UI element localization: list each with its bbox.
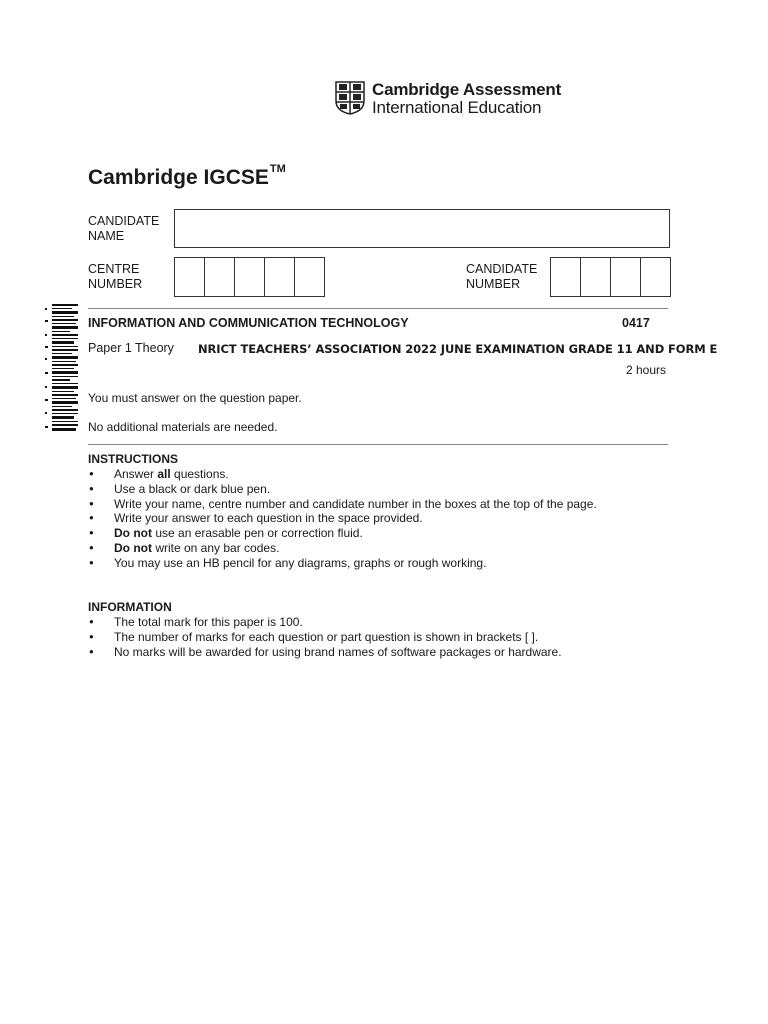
digit-box[interactable] xyxy=(610,257,641,297)
digit-box[interactable] xyxy=(204,257,235,297)
duration: 2 hours xyxy=(626,363,667,377)
paper-name: Paper 1 Theory xyxy=(88,341,174,355)
candidate-number-label xyxy=(466,262,537,292)
digit-box[interactable] xyxy=(550,257,581,297)
syllabus-code: 0417 xyxy=(622,316,650,330)
subject-title: INFORMATION AND COMMUNICATION TECHNOLOGY xyxy=(88,316,409,330)
list-item: ● The number of marks for each question or part question is shown in brackets [ ]. xyxy=(88,630,562,645)
divider xyxy=(88,308,668,309)
information-list xyxy=(88,615,562,659)
digit-box[interactable] xyxy=(294,257,325,297)
instructions-list xyxy=(88,467,597,571)
label-line: NUMBER xyxy=(466,277,521,291)
qualification-title xyxy=(88,163,286,190)
list-item: ● No marks will be awarded for using brand names of software packages or hardware. xyxy=(88,645,562,660)
list-item: ● Write your name, centre number and candidate number in the boxes at the top of the page. xyxy=(88,497,597,512)
label-line: NAME xyxy=(88,229,125,243)
list-item: ● You may use an HB pencil for any diagrams, graphs or rough working. xyxy=(88,556,597,571)
list-item: ● Do not write on any bar codes. xyxy=(88,541,597,556)
list-item: ● Answer all questions. xyxy=(88,467,597,482)
association-header: NRICT TEACHERS’ ASSOCIATION 2022 JUNE EXAMINATION GRADE 11 AND FORM E xyxy=(198,342,718,356)
trademark-mark: TM xyxy=(269,163,286,175)
list-item: ● The total mark for this paper is 100. xyxy=(88,615,562,630)
note-no-materials: No additional materials are needed. xyxy=(88,420,278,434)
candidate-name-label xyxy=(88,214,159,244)
label-line: NUMBER xyxy=(88,277,143,291)
logo-subtitle: International Education xyxy=(372,98,542,117)
label-line: CANDIDATE xyxy=(88,214,160,228)
divider xyxy=(88,444,668,445)
digit-box[interactable] xyxy=(264,257,295,297)
centre-number-boxes[interactable] xyxy=(174,257,325,297)
note-answer-on-paper: You must answer on the question paper. xyxy=(88,391,302,405)
cambridge-logo xyxy=(335,80,575,116)
instructions-heading: INSTRUCTIONS xyxy=(88,452,178,466)
list-item: ● Use a black or dark blue pen. xyxy=(88,482,597,497)
label-line: CENTRE xyxy=(88,262,140,276)
information-heading: INFORMATION xyxy=(88,600,172,614)
candidate-name-field[interactable] xyxy=(174,209,670,248)
digit-box[interactable] xyxy=(174,257,205,297)
label-line: CANDIDATE xyxy=(466,262,538,276)
digit-box[interactable] xyxy=(580,257,611,297)
barcode-icon xyxy=(44,302,78,434)
crest-icon xyxy=(335,81,365,115)
digit-box[interactable] xyxy=(640,257,671,297)
logo-title: Cambridge Assessment xyxy=(372,80,562,99)
centre-number-label xyxy=(88,262,142,292)
list-item: ● Write your answer to each question in the space provided. xyxy=(88,511,597,526)
qualification-name: Cambridge IGCSE xyxy=(88,166,269,189)
candidate-number-boxes[interactable] xyxy=(550,257,671,297)
digit-box[interactable] xyxy=(234,257,265,297)
list-item: ● Do not use an erasable pen or correction fluid. xyxy=(88,526,597,541)
